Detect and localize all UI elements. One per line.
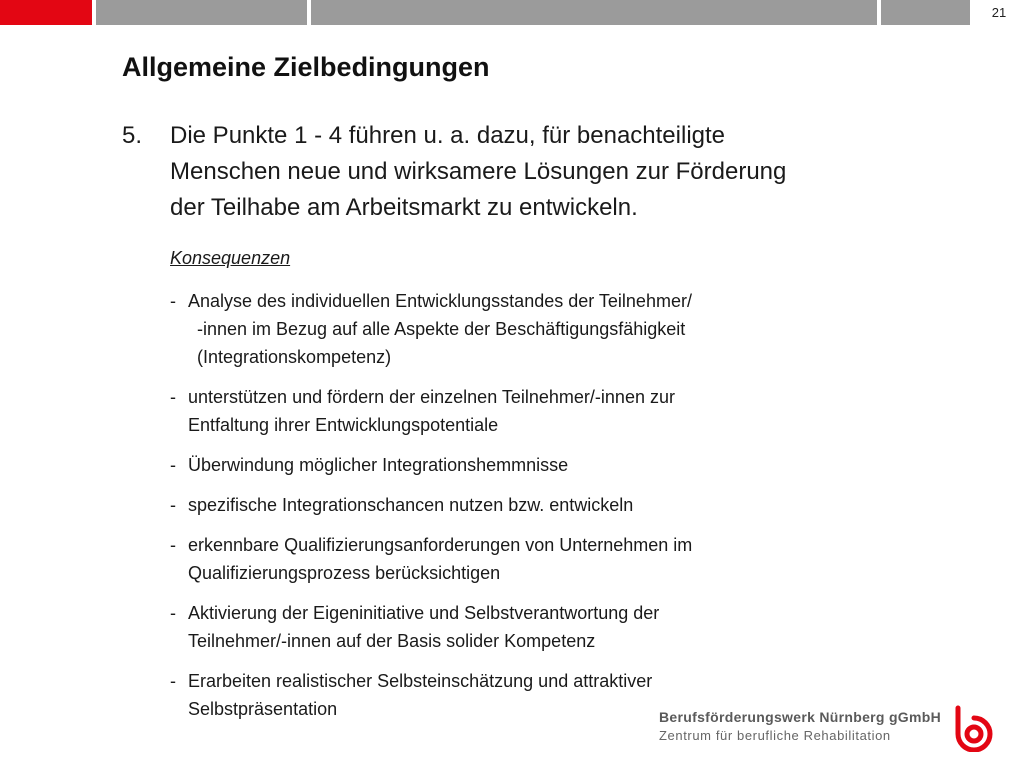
list-item-line: Qualifizierungsprozess berücksichtigen: [188, 563, 501, 583]
list-item-line: Aktivierung der Eigeninitiative und Selbstverantwortung der: [188, 603, 660, 623]
list-item-line: Erarbeiten realistischer Selbsteinschätzung und attraktiver: [188, 671, 653, 691]
list-item: [170, 599, 890, 655]
point-text-line: Menschen neue und wirksamere Lösungen zur Förderung: [170, 158, 787, 185]
top-bar-red-segment: [0, 0, 92, 25]
top-bar: [0, 0, 1024, 25]
dash-bullet: -: [170, 603, 176, 623]
point-text-line: der Teilhabe am Arbeitsmarkt zu entwickeln.: [170, 194, 638, 221]
dash-bullet: -: [170, 671, 176, 691]
organization-name: Berufsförderungswerk Nürnberg gGmbH: [659, 709, 941, 725]
point-number: 5.: [122, 122, 143, 149]
list-item-line: Teilnehmer/-innen auf der Basis solider Kompetenz: [188, 631, 596, 651]
list-item: [170, 451, 890, 479]
list-item-line: Überwindung möglicher Integrationshemmnisse: [188, 455, 569, 475]
consequences-list: [170, 287, 890, 735]
dash-bullet: -: [170, 455, 176, 475]
list-item-line: erkennbare Qualifizierungsanforderungen von Unternehmen im: [188, 535, 693, 555]
list-item: [170, 491, 890, 519]
organization-subtitle: Zentrum für berufliche Rehabilitation: [659, 728, 891, 743]
list-item-line: -innen im Bezug auf alle Aspekte der Beschäftigungsfähigkeit: [197, 319, 686, 339]
dash-bullet: -: [170, 291, 176, 311]
list-item: [170, 531, 890, 587]
list-item-line: Analyse des individuellen Entwicklungsstandes der Teilnehmer/: [188, 291, 692, 311]
list-item-line: spezifische Integrationschancen nutzen bzw. entwickeln: [188, 495, 634, 515]
list-item: [170, 287, 890, 371]
list-item-line: Selbstpräsentation: [188, 699, 338, 719]
dash-bullet: -: [170, 495, 176, 515]
top-bar-gray-segment: [96, 0, 307, 25]
organization-name-block: [659, 709, 941, 743]
list-item-line: (Integrationskompetenz): [197, 347, 392, 367]
list-item-line: Entfaltung ihrer Entwicklungspotentiale: [188, 415, 499, 435]
dash-bullet: -: [170, 535, 176, 555]
slide-title: Allgemeine Zielbedingungen: [122, 52, 490, 82]
list-item: [170, 383, 890, 439]
bfw-logo-icon: [944, 700, 998, 752]
consequences-heading: Konsequenzen: [170, 248, 291, 268]
point-text-line: Die Punkte 1 - 4 führen u. a. dazu, für benachteiligte: [170, 122, 726, 149]
list-item-line: unterstützen und fördern der einzelnen Teilnehmer/-innen zur: [188, 387, 675, 407]
dash-bullet: -: [170, 387, 176, 407]
top-bar-gray-segment: [881, 0, 970, 25]
page-number: 21: [991, 5, 1007, 20]
top-bar-gray-segment: [311, 0, 877, 25]
